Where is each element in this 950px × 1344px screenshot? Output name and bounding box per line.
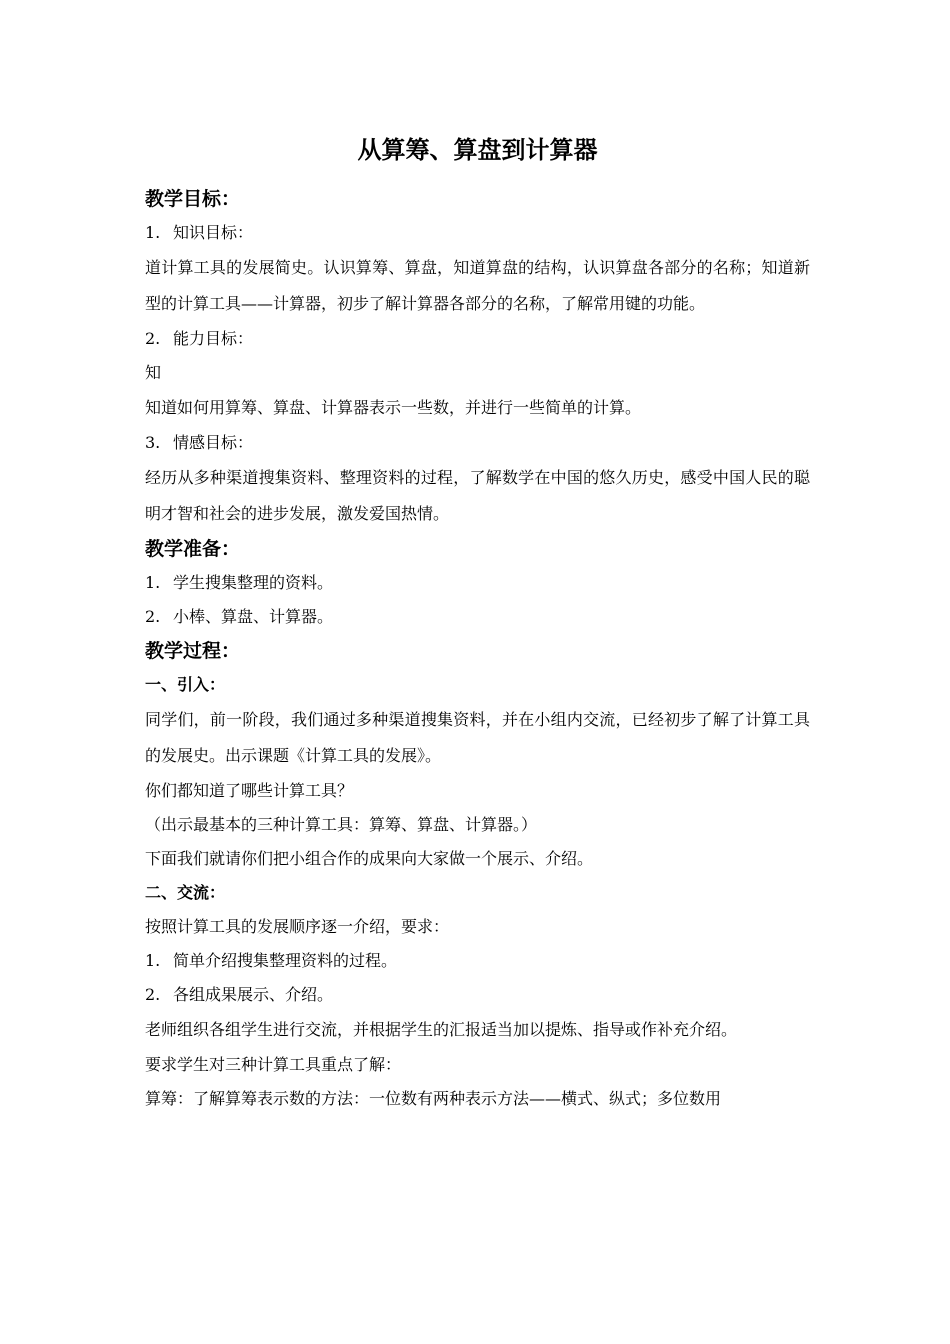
objectives-heading: 教学目标： [145,188,241,210]
exchange-focus: 要求学生对三种计算工具重点了解： [145,1055,402,1074]
list-number: 2. [145,329,161,348]
list-item-text: 学生搜集整理的资料。 [173,573,334,592]
intro-paragraph: 同学们，前一阶段，我们通过多种渠道搜集资料，并在小组内交流，已经初步了解了计算工具的发展史。出示课题《计算工具的发展》。 [145,710,810,765]
list-number: 2. [145,607,161,626]
stray-character: 知 [145,363,162,382]
list-number: 2. [145,985,161,1004]
emotion-objective-label [145,426,810,460]
intro-note: （出示最基本的三种计算工具：算筹、算盘、计算器。） [145,815,538,834]
intro-heading: 一、引入： [145,675,226,694]
list-number: 1. [145,573,161,592]
exchange-teacher-paragraph: 老师组织各组学生进行交流，并根据学生的汇报适当加以提炼、指导或作补充介绍。 [145,1020,738,1039]
list-item [145,944,810,978]
exchange-requirement: 按照计算工具的发展顺序逐一介绍，要求： [145,917,450,936]
list-number: 1. [145,951,161,970]
exchange-suanchou: 算筹：了解算筹表示数的方法：一位数有两种表示方法——横式、纵式；多位数用 [145,1089,722,1108]
document-page [145,128,810,1116]
intro-closing: 下面我们就请你们把小组合作的成果向大家做一个展示、介绍。 [145,849,594,868]
knowledge-objective-label [145,216,810,250]
list-number: 3. [145,433,161,452]
document-title: 从算筹、算盘到计算器 [357,136,598,164]
process-heading: 教学过程： [145,640,241,662]
list-item [145,566,810,600]
intro-question: 你们都知道了哪些计算工具？ [145,781,354,800]
preparation-heading: 教学准备： [145,538,241,560]
objective-label: 情感目标： [173,433,254,452]
list-item-text: 简单介绍搜集整理资料的过程。 [173,951,398,970]
emotion-objective-text: 经历从多种渠道搜集资料、整理资料的过程，了解数学在中国的悠久历史，感受中国人民的聪明才智和社会的进步发展，激发爱国热情。 [145,468,810,523]
ability-objective-label [145,322,810,356]
list-item [145,600,810,634]
objective-label: 能力目标： [173,329,254,348]
list-item-text: 各组成果展示、介绍。 [173,985,334,1004]
objective-label: 知识目标： [173,223,254,242]
list-number: 1. [145,223,161,242]
knowledge-objective-text: 道计算工具的发展简史。认识算筹、算盘，知道算盘的结构，认识算盘各部分的名称；知道新型的计算工具——计算器，初步了解计算器各部分的名称，了解常用键的功能。 [145,258,810,313]
ability-objective-text: 知道如何用算筹、算盘、计算器表示一些数，并进行一些简单的计算。 [145,398,642,417]
list-item [145,978,810,1012]
exchange-heading: 二、交流： [145,883,226,902]
list-item-text: 小棒、算盘、计算器。 [173,607,334,626]
